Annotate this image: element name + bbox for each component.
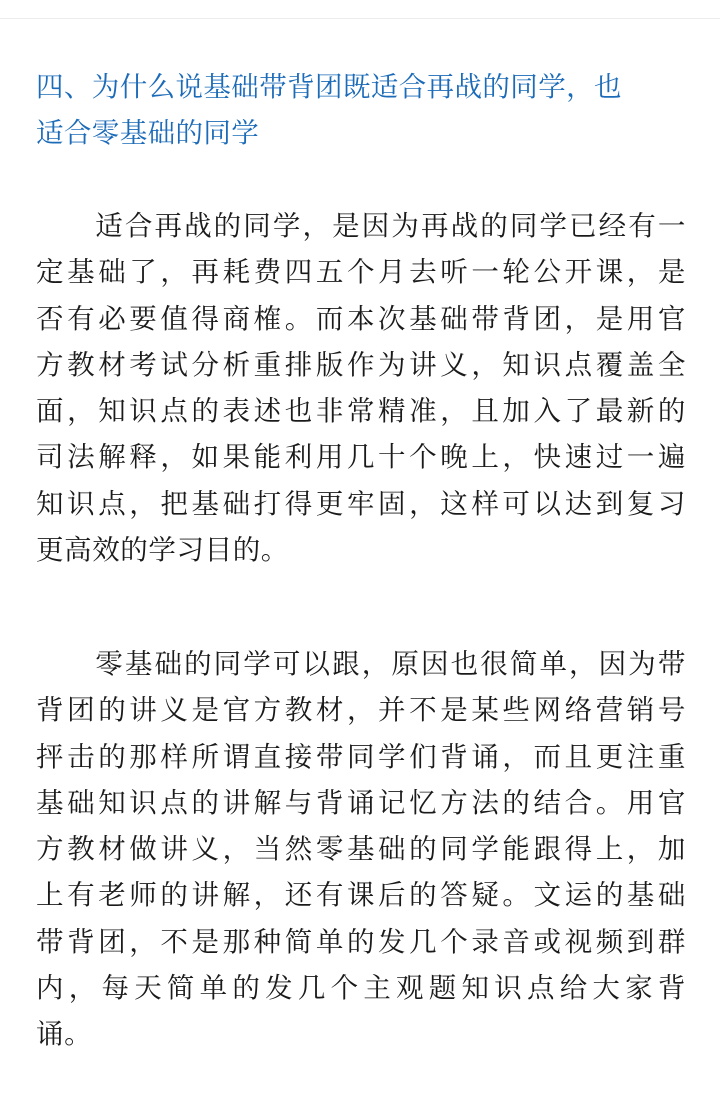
paragraph-line: 带背团，不是那种简单的发几个录音或视频到群 xyxy=(36,925,686,958)
heading-line: 适合零基础的同学 xyxy=(36,117,260,149)
paragraph-line: 定基础了，再耗费四五个月去听一轮公开课，是 xyxy=(36,256,686,289)
paragraph-line: 诵。 xyxy=(36,1018,93,1051)
paragraph-line: 面，知识点的表述也非常精准，且加入了最新的 xyxy=(36,395,686,428)
paragraph-line: 内，每天简单的发几个主观题知识点给大家背 xyxy=(36,972,686,1005)
paragraph-line: 背团的讲义是官方教材，并不是某些网络营销号 xyxy=(36,694,686,727)
section-heading xyxy=(36,64,686,156)
paragraph-line: 知识点，把基础打得更牢固，这样可以达到复习 xyxy=(36,487,686,520)
paragraph-line: 适合再战的同学，是因为再战的同学已经有一 xyxy=(36,210,686,242)
heading-line: 四、为什么说基础带背团既适合再战的同学，也 xyxy=(36,71,622,103)
paragraph-line: 上有老师的讲解，还有课后的答疑。文运的基础 xyxy=(36,879,686,912)
paragraph-beginner-students xyxy=(36,641,686,1058)
paragraph-line: 方教材做讲义，当然零基础的同学能跟得上，加 xyxy=(36,833,686,866)
paragraph-line: 基础知识点的讲解与背诵记忆方法的结合。用官 xyxy=(36,786,686,819)
paragraph-line: 方教材考试分析重排版作为讲义，知识点覆盖全 xyxy=(36,348,686,381)
paragraph-line: 否有必要值得商榷。而本次基础带背团，是用官 xyxy=(36,302,686,335)
paragraph-line: 更高效的学习目的。 xyxy=(36,534,289,567)
paragraph-rematch-students xyxy=(36,203,686,573)
top-divider xyxy=(0,18,720,19)
paragraph-line: 抨击的那样所谓直接带同学们背诵，而且更注重 xyxy=(36,740,686,773)
paragraph-line: 司法解释，如果能利用几十个晚上，快速过一遍 xyxy=(36,441,686,474)
paragraph-line: 零基础的同学可以跟，原因也很简单，因为带 xyxy=(36,648,686,680)
